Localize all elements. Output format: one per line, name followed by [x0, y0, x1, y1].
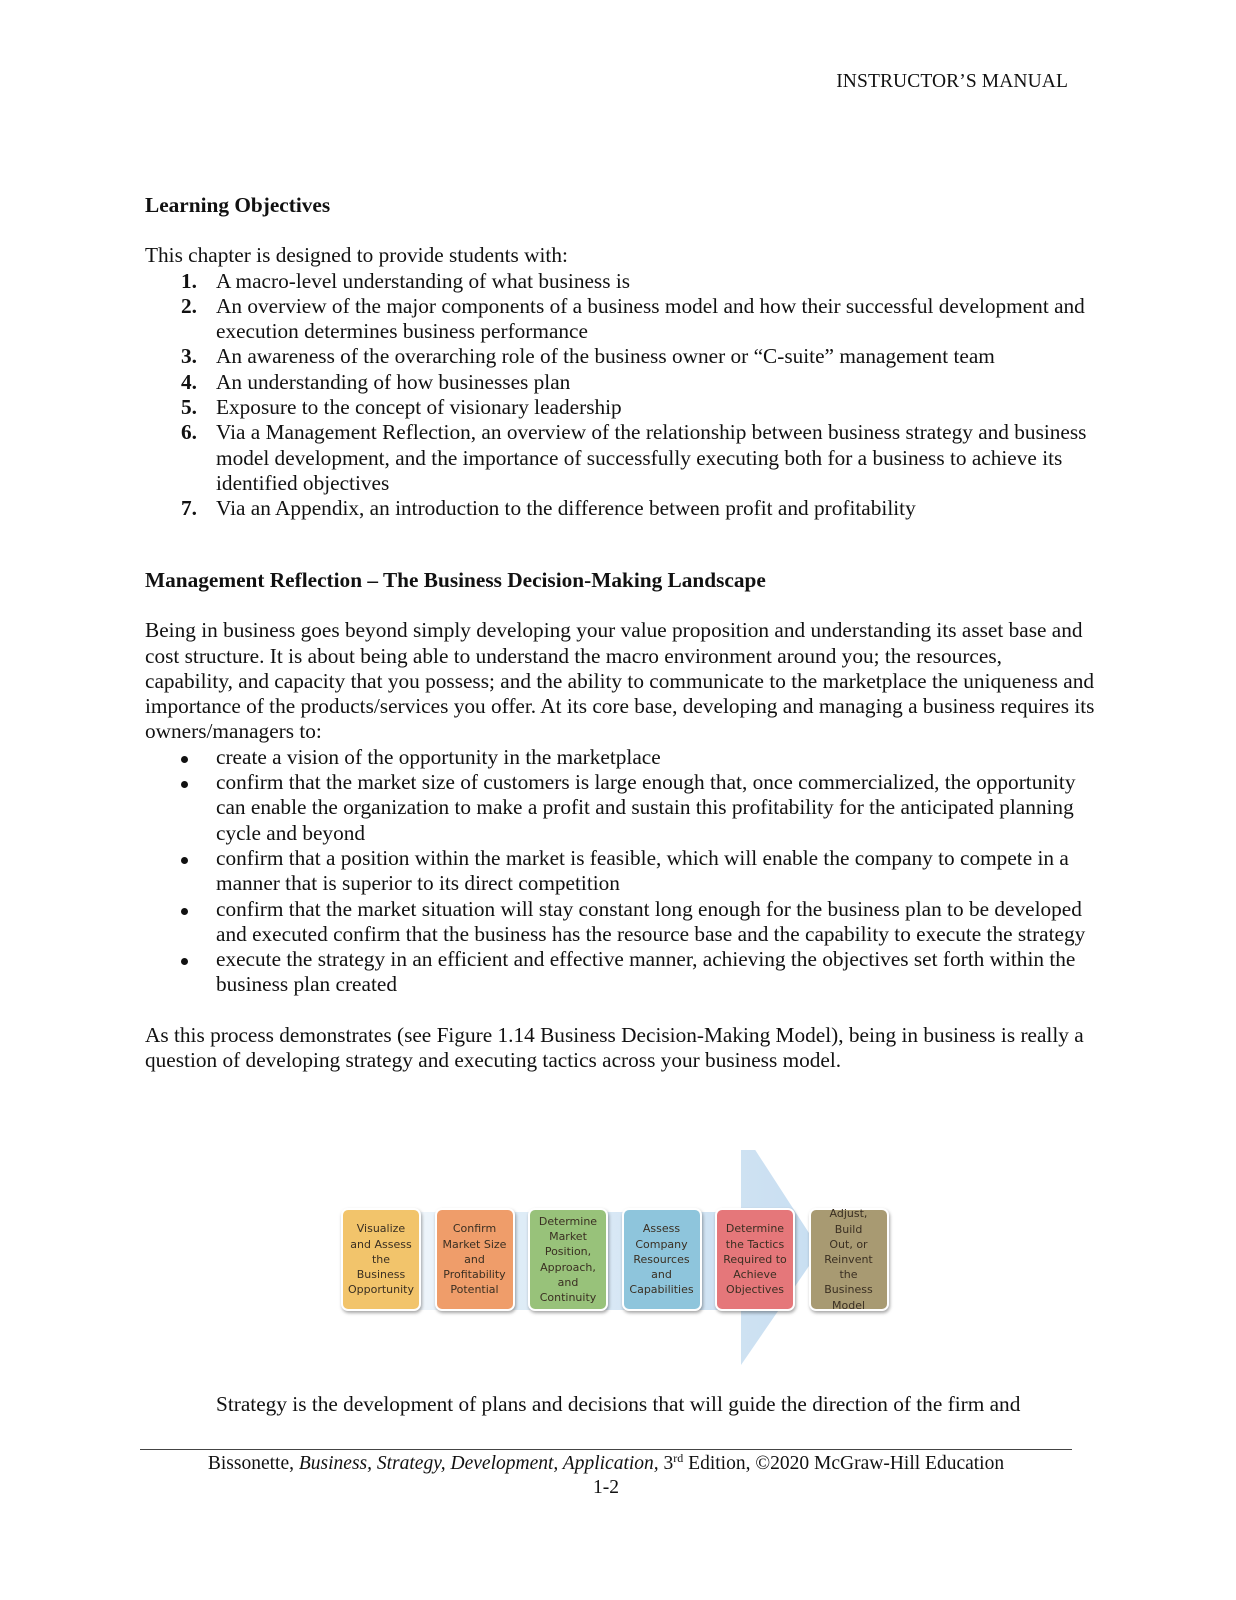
bullet-dot-icon [181, 781, 188, 788]
objective-number: 4. [181, 369, 197, 394]
bullet-text: create a vision of the opportunity in the marketplace [216, 744, 661, 769]
process-step-box: Determine the Tactics Required to Achieve Objectives [715, 1208, 795, 1311]
process-step-box: Visualize and Assess the Business Opportunity [341, 1208, 421, 1311]
objective-item [145, 370, 1095, 395]
objective-text: Via a Management Reflection, an overview of the relationship between business strategy and business model development, and the importance of successfully executing both for a business to achieve its identified objectives [216, 420, 1087, 495]
learning-objectives-section [145, 193, 1095, 522]
objective-text: A macro-level understanding of what business is [216, 268, 631, 293]
footer-author: Bissonette, [207, 1453, 299, 1474]
decision-making-model-figure [325, 1150, 925, 1400]
reflection-paragraph: Being in business goes beyond simply developing your value proposition and understanding its asset base and cost structure. It is about being able to understand the macro environment around you; the resources, capability, and capacity that you possess; and the ability to communicate to the marketplace the uniqueness and importance of the products/services you offer. At its core base, developing and managing a business requires its owners/managers to: [145, 618, 1095, 744]
process-step-box: Confirm Market Size and Profitability Potential [435, 1208, 515, 1311]
footer-edition-rest: Edition, ©2020 McGraw-Hill Education [683, 1453, 1005, 1474]
process-step-box: Determine Market Position, Approach, and Continuity [528, 1208, 608, 1311]
page-header: INSTRUCTOR’S MANUAL [836, 71, 1068, 92]
objective-text: An awareness of the overarching role of the business owner or “C-suite” management team [216, 344, 995, 369]
objective-item [145, 420, 1095, 496]
management-reflection-heading: Management Reflection – The Business Decision-Making Landscape [145, 568, 766, 592]
objective-item [145, 344, 1095, 369]
reflection-bullets [145, 745, 1095, 998]
learning-objectives-heading: Learning Objectives [145, 193, 331, 217]
footer-edition-num: 3 [658, 1453, 674, 1474]
objective-text: Exposure to the concept of visionary leadership [216, 395, 622, 420]
process-step-box: Adjust, Build Out, or Reinvent the Business Model [809, 1208, 889, 1311]
footer-rule [140, 1449, 1072, 1450]
bullet-dot-icon [181, 908, 188, 915]
objectives-list [145, 269, 1095, 522]
page-number: 1-2 [593, 1477, 619, 1498]
objective-number: 7. [181, 496, 197, 521]
objective-item [145, 496, 1095, 521]
strategy-paragraph: Strategy is the development of plans and decisions that will guide the direction of the firm and [216, 1392, 1021, 1416]
objective-item [145, 269, 1095, 294]
reflection-bullet-item [145, 846, 1095, 897]
objective-item [145, 294, 1095, 345]
management-reflection-section [145, 568, 1095, 1073]
reflection-bullet-item [145, 947, 1095, 998]
bullet-text: confirm that a position within the market is feasible, which will enable the company to compete in a manner that is superior to its direct competition [216, 845, 1069, 896]
bullet-dot-icon [181, 756, 188, 763]
objective-number: 6. [181, 420, 197, 445]
bullet-dot-icon [181, 958, 188, 965]
bullet-dot-icon [181, 857, 188, 864]
objective-number: 5. [181, 395, 197, 420]
objective-text: Via an Appendix, an introduction to the difference between profit and profitability [216, 496, 916, 521]
objective-number: 3. [181, 344, 197, 369]
process-step-box: Assess Company Resources and Capabilities [622, 1208, 702, 1311]
objective-item [145, 395, 1095, 420]
objectives-intro: This chapter is designed to provide students with: [145, 243, 568, 268]
bullet-text: execute the strategy in an efficient and effective manner, achieving the objectives set forth within the business plan created [216, 947, 1076, 997]
objective-number: 1. [181, 268, 197, 293]
objective-text: An understanding of how businesses plan [216, 369, 571, 394]
bullet-text: confirm that the market size of customers is large enough that, once commercialized, the opportunity can enable the organization to make a profit and sustain this profitability for the anticipated planning cycle and beyond [216, 770, 1076, 845]
footer-book-title: Business, Strategy, Development, Application, [298, 1453, 659, 1474]
bullet-text: confirm that the market situation will stay constant long enough for the business plan to be developed and executed confirm that the business has the resource base and the capability to execute the strategy [216, 896, 1086, 946]
objective-number: 2. [181, 293, 197, 318]
reflection-bullet-item [145, 745, 1095, 770]
reflection-closing: As this process demonstrates (see Figure 1.14 Business Decision-Making Model), being in business is really a question of developing strategy and executing tactics across your business model. [145, 1022, 1084, 1073]
objective-text: An overview of the major components of a business model and how their successful development and execution determines business performance [216, 293, 1085, 344]
footer-citation [140, 1451, 1072, 1477]
reflection-bullet-item [145, 770, 1095, 846]
footer-edition-sup: rd [673, 1451, 684, 1465]
reflection-bullet-item [145, 897, 1095, 948]
